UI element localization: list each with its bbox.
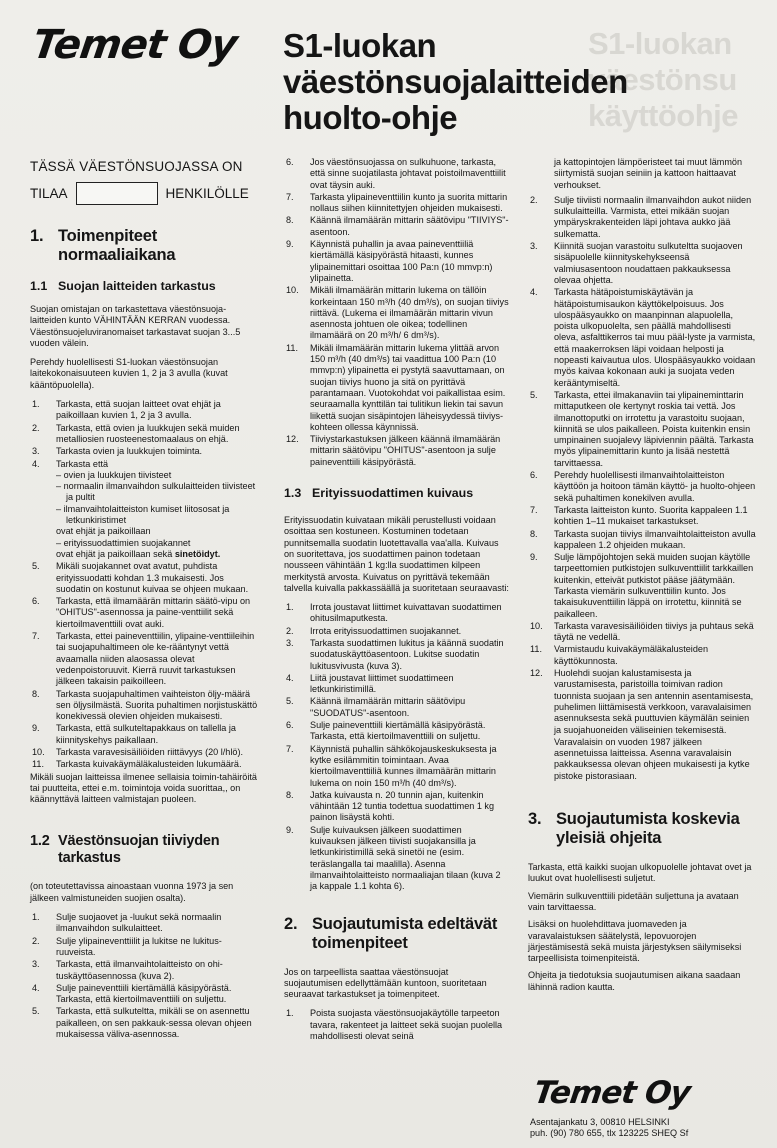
list-item	[528, 552, 756, 620]
section-2-heading	[284, 915, 509, 953]
item-text: Tarkasta suojan tiiviys ilmanvaihtolaitteiston avulla kappaleen 1.2 ohjeiden mukaan.	[554, 528, 756, 550]
section-3-heading	[528, 810, 756, 848]
item-number: 6.	[32, 596, 40, 607]
item-text: Sulje ylipaineventtiilit ja lukitse ne lukitus-ruuveista.	[56, 935, 222, 957]
list-item	[528, 241, 756, 286]
list-item	[284, 673, 509, 696]
column-3	[528, 157, 756, 993]
ghost-line: S1-luokan	[588, 26, 732, 61]
item-lead: Tarkasta että	[56, 458, 109, 469]
sub-item-emphasis: sinetöidyt.	[174, 548, 221, 559]
list-item	[284, 285, 509, 341]
item-number: 12.	[530, 668, 543, 679]
item-number: 9.	[286, 239, 294, 250]
section-title: tarkastus	[58, 850, 121, 867]
list-item	[284, 602, 509, 625]
sub-item	[56, 549, 258, 560]
section-1-1-heading	[30, 279, 258, 294]
contact-line: puh. (90) 780 655, tlx 123225 SHEQ Sf	[530, 1128, 689, 1139]
section-title: Väestönsuojan tiiviyden	[58, 833, 220, 850]
ghost-line: väestönsu	[588, 62, 737, 97]
item-number: 7.	[286, 743, 294, 754]
item-number: 9.	[286, 824, 294, 835]
item-text: Tiiviystarkastuksen jälkeen käännä ilmamäärän mittarin säätövipu "OHITUS"-asentoon ja sulje paineventtiili käsipyörästä.	[310, 434, 501, 467]
item-text: Sulje tiiviisti normaalin ilmanvaihdon aukot niiden sulkulaitteilla. Varmista, ettei mikään suojan ympäryskrakenteiden läpi johtava aukko jää sulkematta.	[554, 194, 752, 239]
item-text	[56, 459, 258, 561]
item-text: Sulje paineventtiili kiertämällä käsipyörästä. Tarkasta, että kiertoilmaventtiili on suljettu.	[310, 720, 486, 742]
item-number: 4.	[32, 458, 40, 469]
item-number: 2.	[32, 935, 40, 946]
item-text: Tarkasta kuivakäymäläkalusteiden lukumäärä.	[56, 759, 242, 770]
list-item	[30, 723, 258, 746]
item-number: 5.	[530, 389, 538, 400]
capacity-heading: TÄSSÄ VÄESTÖNSUOJASSA ON	[30, 159, 243, 174]
list-item	[30, 689, 258, 723]
item-text: Tarkasta varavesisäiliöiden tiiviys ja puhtaus sekä täytä ne vedellä.	[554, 620, 754, 643]
section-title: Erityissuodattimen kuivaus	[312, 486, 474, 501]
list-item	[30, 459, 258, 561]
document-title	[283, 28, 628, 136]
list-item	[30, 959, 258, 982]
list-item	[30, 561, 258, 595]
item-text: Käännä ilmamäärän mittarin säätövipu "SUODATUS"-asentoon.	[310, 696, 466, 718]
item-number: 1.	[32, 912, 40, 923]
section-number: 1.3	[284, 486, 302, 501]
title-line: väestönsuojalaitteiden	[283, 63, 628, 100]
item-text: Tarkasta, että ilmanvaihtolaitteisto on ohi-tuskäyttöasennossa (kuva 2).	[56, 959, 223, 981]
item-text	[554, 737, 756, 782]
sub-item: ovat ehjät ja paikoillaan	[56, 526, 151, 537]
item-text: Tarkasta, että ovien ja luukkujen sekä muiden metalliosien ruosteenestomaalaus on ehjä.	[56, 422, 240, 444]
column-2	[284, 157, 509, 1043]
item-number: 8.	[286, 215, 294, 226]
item-text: Tarkasta suojapuhaltimen vaihteiston öljy-määrä sen öljysilmästä. Suorita puhaltimen norjistuskättö konekivessä olevien ohjeiden mukaisesti.	[56, 688, 258, 722]
paragraph: Ohjeita ja tiedotuksia suojautumisen aikana saadaan lähinnä radion kautta.	[528, 970, 741, 992]
item-number: 8.	[530, 528, 538, 539]
section-1-2-heading	[30, 833, 258, 867]
section-title: toimenpiteet	[312, 933, 408, 952]
item-number: 8.	[286, 789, 294, 800]
item-number: 3.	[530, 241, 538, 252]
section-1-heading	[30, 227, 258, 265]
list-item	[30, 596, 258, 630]
item-text: Huolehdi suojan kalustamisesta ja varustamisesta, paristoilla toimivan radion tuonnista suojaan ja sen antennin asentamisesta, puhelimen liittämisestä verkkoon, varavalaisimen asennuksesta sekä puuttuvien käymälän seinien ja suojahuoneiden väliseinien tekemisestä.	[554, 668, 754, 735]
list-item	[30, 912, 258, 935]
list-item	[528, 505, 756, 528]
item-number: 9.	[32, 723, 40, 734]
item-text: Käynnistä puhallin ja avaa paineventtiiliä kiertämällä käsipyörästä hitaasti, kunnes ylipainemittari osoittaa 100 Pa:n (10 mmvp:n) ylipainetta.	[310, 239, 493, 283]
item-number: 3.	[286, 637, 294, 648]
item-text: Mikäli ilmamäärän mittarin lukema ylittää arvon 150 m³/h (40 dm³/s) tai vaadittua 100 Pa:n (10 mmvp:n) ylipainetta ei pystytä saavuttamaan, on suojan tiiviys huono ja sitä on pyrittävä parantamaan. Vuotokohdat voi paikallistaa esim. seuraamalla kynttilän tai tulitikun liekin tai savun liikettä suojan sisäpintojen läheisyydessä tiiviys-kohteen ollessa käynnissä.	[310, 342, 506, 432]
item-text: Tarkasta hätäpoistumiskäytävän ja hätäpoistumisaukon käyttökelpoisuus. Jos ulospääsyaukko on maanpinnan alapuolella, poista ulkopuolelta, sen päällä mahdollisesti oleva, asfalttikerros tai muu pääl-lyste ja varmista, että maakerroksen läpi voidaan helposti ja nopeasti kaivautua ulos. Ulospääsyaukko voidaan myös kaivaa kokonaan auki ja suojata veden kerääntymiseltä.	[554, 287, 756, 388]
item-text: Jos väestönsuojassa on sulkuhuone, tarkasta, että sinne suojatilasta johtavat poistoilmaventtiilit ovat täysin auki.	[310, 157, 506, 190]
paragraph: ja kattopintojen lämpöeristeet tai muut lämmön siirtymistä suojan seiniin ja kattoon haittaavat verhoukset.	[554, 157, 743, 190]
section-number: 1.1	[30, 279, 48, 293]
item-text: Tarkasta ovien ja luukkujen toiminta.	[56, 446, 203, 457]
list-item	[284, 626, 509, 637]
item-text: Varmistaudu kuivakäymäläkalusteiden käyttökunnosta.	[554, 644, 708, 666]
list-item	[30, 747, 258, 758]
item-text: Liitä joustavat liittimet suodattimeen letkunkiristimillä.	[310, 672, 454, 695]
list-item	[528, 737, 756, 782]
paragraph: Suojan omistajan on tarkastettava väestönsuoja-laitteiden kunto VÄHINTÄÄN KERRAN vuodessa. Väestönsuojeluviranomaiset tarkastavat suojan 3...5 vuoden välein.	[30, 304, 241, 348]
item-number: 5.	[32, 561, 40, 572]
item-number: 10.	[286, 285, 299, 296]
paragraph: Lisäksi on huolehdittava juomaveden ja varavalaistuksen säätelystä, lepovuorojen järjestämisestä sekä muista järjestyksen säilymiseksi tarpeellisista toimenpiteistä.	[528, 919, 742, 964]
item-number: 5.	[286, 696, 294, 707]
company-logo-footer: Temet Oy	[531, 1075, 693, 1111]
item-number: 7.	[32, 631, 40, 642]
item-text: Tarkasta, että sulkuteltta, mikäli se on asennettu paikalleen, on sen pakkauk-sessa olevan ohjeen mukaisessa väliva-asennossa.	[56, 1006, 252, 1040]
title-line: huolto-ohje	[283, 99, 458, 136]
item-text: Sulje suojaovet ja -luukut sekä normaalin ilmanvaihdon sulkulaitteet.	[56, 912, 222, 934]
list-item	[284, 157, 509, 191]
item-text: Tarkasta, että sulkuteltapakkaus on tallella ja kiinnityskehys paikallaan.	[56, 723, 236, 745]
ghost-line: käyttöohje	[588, 98, 739, 133]
item-number: 1.	[286, 602, 294, 613]
paragraph: Tarkasta, että kaikki suojan ulkopuolelle johtavat ovet ja luukut ovat huolellisesti suljetut.	[528, 862, 752, 884]
section-number: 1.2	[30, 833, 50, 850]
list-item	[30, 983, 258, 1006]
item-number: 2.	[286, 625, 294, 636]
section-title: Suojan laitteiden tarkastus	[58, 279, 216, 293]
paragraph: Erityissuodatin kuivataan mikäli perustellusti voidaan osoittaa sen kostuneen. Kostuminen todetaan punnitsemalla suodatin luotettavalla vaa'alla. Kuivaus on suoritettava, jos suodattimen painon todetaan nousseen vähintään 1 kg:lla suodattimen kilpeen merkitystä arvosta. Kuivatus on pyrittävä tekemään talvella kuivalla pakkassäällä ja suoritetaan seuraavasti:	[284, 515, 509, 593]
item-number: 12.	[286, 434, 299, 445]
list-item	[528, 644, 756, 667]
item-text: Jatka kuivausta n. 20 tunnin ajan, kuitenkin vähintään 12 tuntia todettua suodattimen 1 kg painon lisäystä kohti.	[310, 789, 495, 823]
company-address	[530, 1117, 760, 1140]
list-item	[284, 696, 509, 719]
section-1-3-heading	[284, 486, 509, 501]
capacity-prefix: TILAA	[30, 186, 68, 201]
item-number: 11.	[32, 759, 44, 770]
drying-list	[284, 602, 509, 892]
paragraph: Perehdy huolellisesti S1-luokan väestönsuojan laitekokonaisuuteen kuvien 1, 2 ja 3 avulla (kuvat kääntöpuolella).	[30, 357, 228, 390]
item-number: 6.	[286, 157, 294, 167]
list-item	[528, 390, 756, 469]
list-item	[284, 434, 509, 468]
list-item	[528, 287, 756, 389]
item-text: Sulje kuivauksen jälkeen suodattimen kuivauksen jälkeen tiivisti suojakansilla ja letkunkiristimillä sekä sinetöi ne (esim. teräslangalla tai maalilla). Asenna ilmanvaihtolaitteisto normaaliajan tilaan (kuva 2 ja kappale 1.1 kohta 6).	[310, 824, 501, 892]
list-item	[30, 936, 258, 959]
item-text: Tarkasta, että ilmamäärän mittarin säätö-vipu on "OHITUS"-asennossa ja paine-venttiilit sekä kiertoilmaventtiili ovat auki.	[56, 596, 251, 629]
item-text: Kiinnitä suojan varastoitu sulkuteltta suojaoven sisäpuolelle kiinnityskehykseensä valmiusasentoon noudattaen pakkauksessa olevaa ohjetta.	[554, 241, 743, 285]
item-text: Poista suojasta väestönsuojakäytölle tarpeeton tavara, rakenteet ja laitteet sekä suojan puolella mahdollisesti olevat seinä	[310, 1008, 503, 1041]
list-item	[528, 470, 756, 504]
address-line: Asentajankatu 3, 00810 HELSINKI	[530, 1117, 670, 1127]
item-text: Sulje paineventtiili kiertämällä käsipyörästä. Tarkasta, että kiertoilmaventtiili on suljettu.	[56, 982, 232, 1005]
item-text: Tarkasta, ettei ilmakanaviin tai ylipaineminttarin mittaputkeen ole kertynyt roskia tai vettä. Jos ilmanottoputki on irrotettu ja varastoitu suojaan, kiinnitä se ulos paikalleen. Poista kuitenkin ensin umpinainen suojalevy läpiviennin päältä. Tarkasta myös ylipainemittarin kunto ja lisää nestettä tarvittaessa.	[554, 389, 754, 468]
item-number: 8.	[32, 688, 40, 699]
item-text: Mikäli suojakannet ovat avatut, puhdista erityissuodatti kohdan 1.3 mukaisesti. Jos suodatin on kostunut kuivaa se ohjeen mukaan.	[56, 561, 249, 594]
sub-item: – ovien ja luukkujen tiivisteet	[56, 469, 172, 480]
tightness-list	[30, 912, 258, 1040]
column-1	[30, 157, 258, 1041]
section-title: Suojautumista edeltävät	[312, 914, 498, 933]
list-item	[30, 1006, 258, 1040]
item-number: 4.	[286, 672, 294, 683]
item-number: 10.	[32, 746, 45, 757]
item-number: 7.	[530, 504, 538, 515]
item-number: 7.	[286, 191, 294, 202]
capacity-row	[30, 182, 258, 205]
item-number: 2.	[530, 194, 538, 205]
list-item	[284, 215, 509, 238]
paragraph: (on toteutettavissa ainoastaan vuonna 1973 ja sen jälkeen valmistuneiden suojien osalta).	[30, 881, 234, 903]
item-text: Perehdy huolellisesti ilmanvaihtolaitteiston käyttöön ja hoitoon tämän käyttö- ja huolto-ohjeen sekä puhaltimen konekilven avulla.	[554, 470, 756, 503]
list-item	[284, 343, 509, 433]
list-item	[284, 638, 509, 672]
item-number: 4.	[530, 287, 538, 298]
capacity-suffix: HENKILÖLLE	[165, 186, 249, 201]
sub-item: – ilmanvaihtolaitteiston kumiset liitososat ja letkunkiristimet	[56, 503, 230, 526]
list-item	[30, 759, 258, 770]
list-item	[284, 744, 509, 789]
list-item	[284, 825, 509, 893]
list-item	[30, 399, 258, 422]
section-title: Suojautumista koskevia	[556, 810, 740, 829]
item-text: Tarkasta varavesisäiliöiden riittävyys (20 l/hlö).	[56, 746, 243, 757]
list-item	[528, 621, 756, 644]
section-number: 1.	[30, 227, 44, 245]
list-item	[284, 1008, 509, 1042]
item-number: 2.	[32, 422, 40, 433]
section-title: Toimenpiteet	[58, 227, 158, 245]
item-text: Käynnistä puhallin sähkökojauskeskuksesta ja kytke esilämmitin toimintaan. Avaa kiertoilmaventtiiliä kunnes ilmamäärän mittarin lukema on noin 150 m³/h (40 dm³/s).	[310, 743, 497, 788]
list-item	[528, 529, 756, 552]
list-item	[528, 195, 756, 240]
item-number: 10.	[530, 620, 543, 631]
item-text: Irrota erityissuodattimen suojakannet.	[310, 625, 462, 636]
item-number: 1.	[32, 399, 40, 410]
list-item	[284, 790, 509, 824]
item-number: 6.	[530, 470, 538, 481]
section-title: yleisiä ohjeita	[556, 829, 662, 848]
section-number: 2.	[284, 914, 298, 933]
item-number	[528, 737, 554, 782]
section-title: normaaliaikana	[58, 246, 176, 264]
list-item	[528, 668, 756, 736]
list-item	[284, 192, 509, 215]
item-text: Tarkasta, ettei paineventtiilin, ylipaine-venttiileihin tai suojapuhaltimeen ole ke-rääntynyt vettä avaamalla niiden alaosassa olevat vedenpoistoruuvit. Kierrä ruuvit tarkastuksen jälkeen takaisin paikoilleen.	[56, 631, 255, 687]
preparation-list-continued	[528, 195, 756, 782]
item-text-extra: Varavalaisin on vuoden 1987 jälkeen asennetuissa laitteissa. Asenna varavalaisin pakkauksessa olevan ohjeen mukaisesti ja kytke pistoke pistorasiaan.	[554, 736, 750, 781]
capacity-field[interactable]	[76, 182, 158, 205]
item-number: 6.	[286, 720, 294, 731]
item-number: 11.	[286, 342, 298, 353]
item-number: 3.	[32, 959, 40, 970]
sub-item-text: ovat ehjät ja paikoillaan sekä	[56, 548, 175, 559]
item-number: 9.	[530, 552, 538, 563]
paragraph: Viemärin sulkuventtiili pidetään suljettuna ja avataan vain tarvittaessa.	[528, 890, 739, 912]
sub-item: – normaalin ilmanvaihdon sulkulaitteiden tiivisteet ja pultit	[56, 481, 256, 503]
item-text: Tarkasta suodattimen lukitus ja käännä suodatin suodatuskäyttöasentoon. Lukitse suodatin lukitusvivusta (kuva 3).	[310, 637, 504, 671]
list-item	[284, 720, 509, 743]
item-text: Irrota joustavat liittimet kuivattavan suodattimen ohitusilmaputkesta.	[310, 602, 502, 624]
inspection-list	[30, 399, 258, 771]
item-text: Käännä ilmamäärän mittarin säätövipu "TIIVIYS"-asentoon.	[310, 215, 509, 237]
list-item	[30, 446, 258, 457]
item-text: Tarkasta laitteiston kunto. Suorita kappaleen 1.1 kohtien 1–11 mukaiset tarkastukset.	[554, 504, 748, 527]
item-number: 11.	[530, 644, 542, 655]
preparation-list	[284, 1008, 509, 1042]
item-text: Tarkasta, että suojan laitteet ovat ehjät ja paikoillaan kuvien 1, 2 ja 3 avulla.	[56, 399, 221, 421]
section-number: 3.	[528, 810, 542, 829]
item-number: 3.	[32, 446, 40, 457]
tightness-list-continued	[284, 157, 509, 468]
item-text: Tarkasta ylipaineventtiilin kunto ja suorita mittarin nollaus siihen kiinnitettyjen ohjeiden mukaisesti.	[310, 191, 508, 214]
item-number: 4.	[32, 982, 40, 993]
item-number: 1.	[286, 1008, 294, 1019]
list-item	[30, 423, 258, 446]
list-item	[284, 239, 509, 284]
item-number: 5.	[32, 1006, 40, 1017]
title-line: S1-luokan	[283, 27, 437, 64]
item-text: Mikäli ilmamäärän mittarin lukema on tällöin korkeintaan 150 m³/h (40 dm³/s), on suojan tiiviys riittävä. (Lukema ei ilmamäärän mittarin vivun asennosta johtuen ole oikea; todellinen ilmamäärä on 20 m³/h/ 6 dm³/s).	[310, 285, 509, 341]
paragraph: Jos on tarpeellista saattaa väestönsuojat suojautumisen edellyttämään kuntoon, suoritetaan seuraavat tarkastukset ja toimenpiteet.	[284, 966, 487, 1000]
list-item	[30, 631, 258, 687]
company-logo: Temet Oy	[29, 22, 240, 68]
sub-item: – erityissuodattimien suojakannet	[56, 537, 191, 548]
paragraph: Mikäli suojan laitteissa ilmenee sellaisia toimin-tahäiröitä tai puutteita, ettei e.m. toimintoja voida suorittaa,, on käännyttävä laitteen valmistajan puoleen.	[30, 771, 257, 805]
item-text: Sulje lämpöjohtojen sekä muiden suojan käytölle tarpeettomien putkistojen sulkuventtiilit tarkkaillen kuitenkin, etteivät putkistot pääse jäätymään. Tarkasta viemärin sulkuventtiilin kunto. Jos takaisukuventtiilin läppä on irrotettu, kiinnitä se paikalleen.	[554, 552, 754, 619]
